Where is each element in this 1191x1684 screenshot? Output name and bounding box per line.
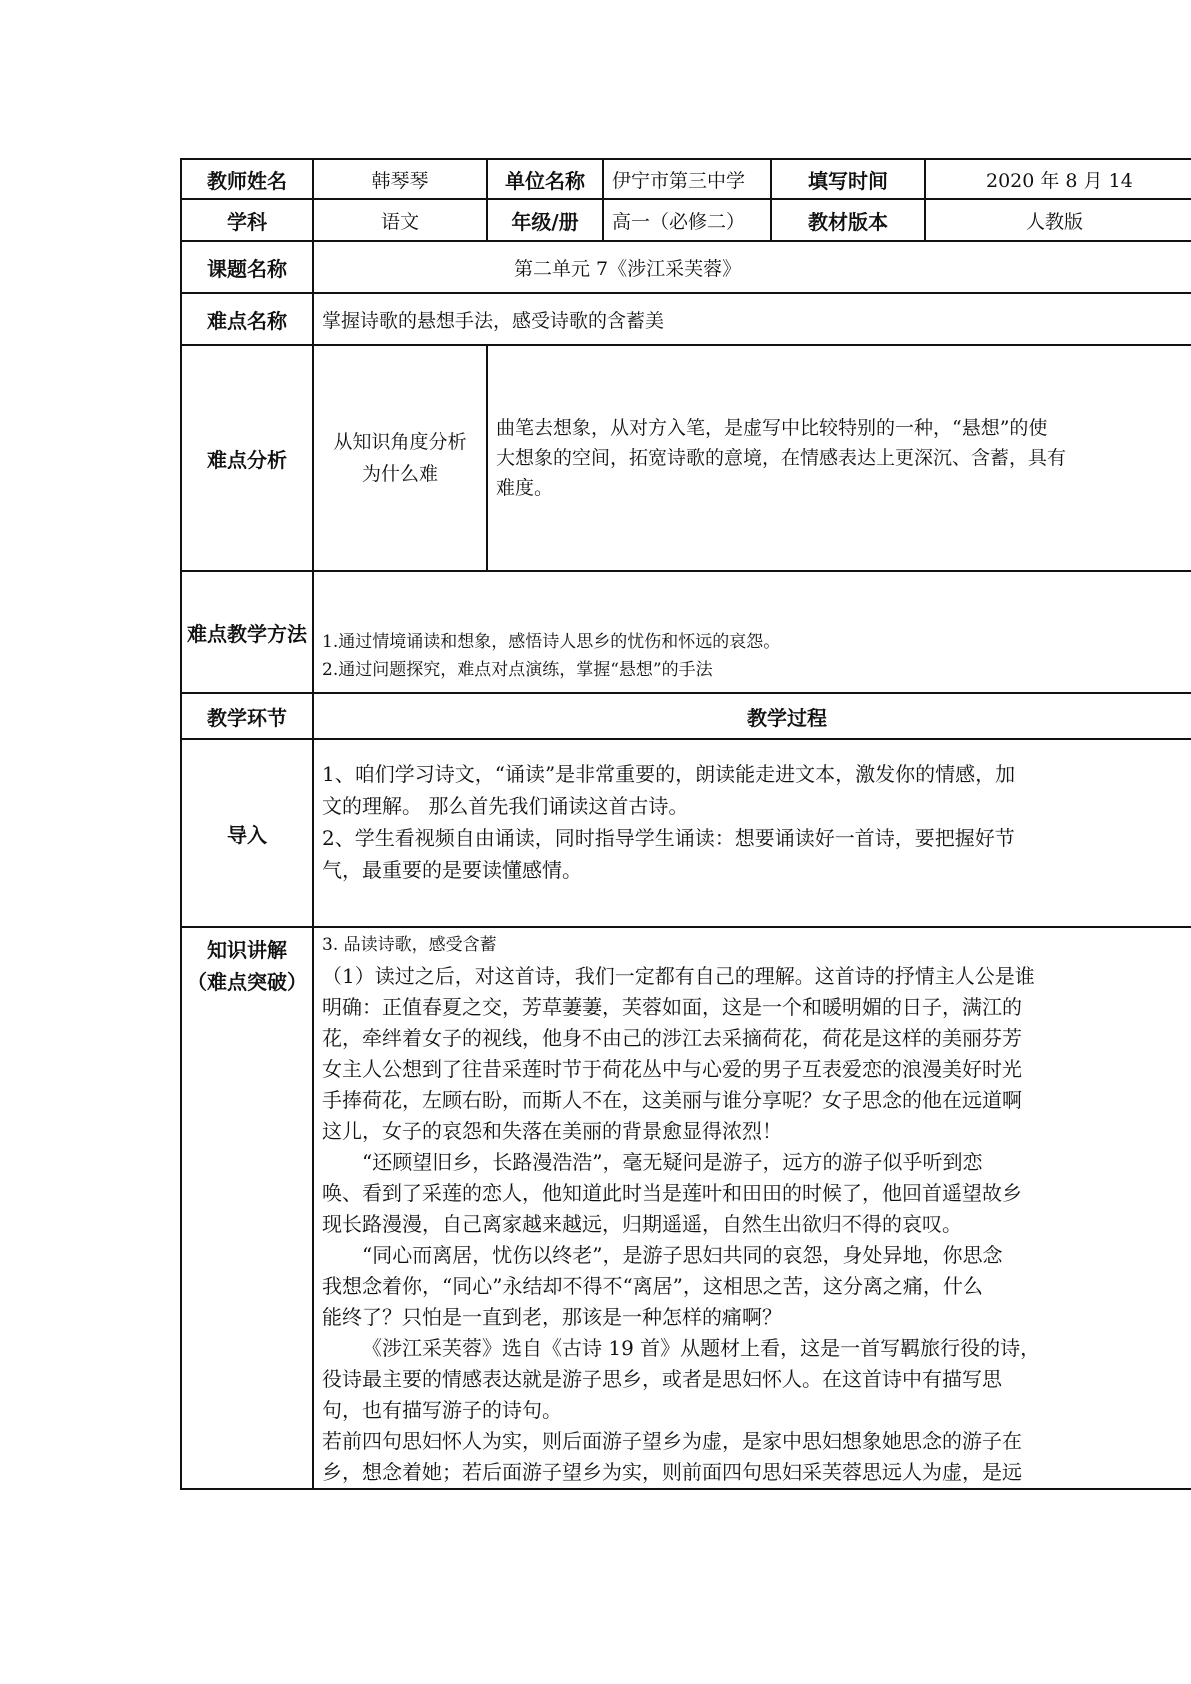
intro-line: 文的理解。 那么首先我们诵读这首古诗。 <box>322 794 689 818</box>
knowledge-line: 役诗最主要的情感表达就是游子思乡，或者是思妇怀人。在这首诗中有描写思 <box>322 1367 1002 1391</box>
analysis-label: 难点分析 <box>181 345 313 571</box>
intro-label: 导入 <box>181 739 313 927</box>
lesson-plan-table <box>180 158 1191 1490</box>
knowledge-line: 乡，想念着她；若后面游子望乡为实，则前面四句思妇采芙蓉思远人为虚，是远 <box>322 1460 1022 1484</box>
intro-line: 1、咱们学习诗文，“诵读”是非常重要的，朗读能走进文本，激发你的情感，加 <box>322 762 1016 786</box>
fill-time-value: 2020 年 8 月 14 <box>925 159 1191 199</box>
knowledge-line: “同心而离居，忧伤以终老”，是游子思妇共同的哀怨，身处异地，你思念 <box>362 1243 1003 1267</box>
knowledge-text <box>313 927 1191 1489</box>
process-header-row <box>181 693 1191 739</box>
method-label: 难点教学方法 <box>181 571 313 693</box>
knowledge-line: 若前四句思妇怀人为实，则后面游子望乡为虚，是家中思妇想象她思念的游子在 <box>322 1429 1022 1453</box>
unit-name-value: 伊宁市第三中学 <box>603 159 771 199</box>
process-title: 教学过程 <box>313 693 1191 739</box>
process-step-label: 教学环节 <box>181 693 313 739</box>
analysis-line: 难度。 <box>496 477 554 499</box>
edition-label: 教材版本 <box>771 199 925 241</box>
knowledge-line: 我想念着你，“同心”永结却不得不“离居”，这相思之苦，这分离之痛，什么 <box>322 1274 983 1298</box>
method-line: 2.通过问题探究，难点对点演练，掌握“悬想”的手法 <box>322 660 713 680</box>
knowledge-line: 手捧荷花，左顾右盼，而斯人不在，这美丽与谁分享呢？女子思念的他在远道啊 <box>322 1088 1022 1112</box>
analysis-line: 大想象的空间，拓宽诗歌的意境，在情感表达上更深沉、含蓄，具有 <box>496 447 1067 469</box>
intro-line: 气，最重要的是要读懂感情。 <box>322 858 582 882</box>
knowledge-line: 能终了？只怕是一直到老，那该是一种怎样的痛啊？ <box>322 1305 782 1329</box>
knowledge-line: 现长路漫漫，自己离家越来越远，归期遥遥，自然生出欲归不得的哀叹。 <box>322 1212 962 1236</box>
topic-value: 第二单元 7《涉江采芙蓉》 <box>313 241 1191 293</box>
unit-name-label: 单位名称 <box>487 159 603 199</box>
knowledge-row <box>181 927 1191 1489</box>
knowledge-line: 女主人公想到了往昔采莲时节于荷花丛中与心爱的男子互表爱恋的浪漫美好时光 <box>322 1057 1022 1081</box>
knowledge-label-line-1: 知识讲解 <box>207 938 287 962</box>
knowledge-line: 唤、看到了采莲的恋人，他知道此时当是莲叶和田田的时候了，他回首遥望故乡 <box>322 1181 1022 1205</box>
topic-label: 课题名称 <box>181 241 313 293</box>
intro-text <box>313 739 1191 927</box>
analysis-line: 曲笔去想象，从对方入笔，是虚写中比较特别的一种，“悬想”的使 <box>496 417 1048 439</box>
method-line: 1.通过情境诵读和想象，感悟诗人思乡的忧伤和怀远的哀怨。 <box>322 632 781 652</box>
subject-label: 学科 <box>181 199 313 241</box>
analysis-sub-label-line-1: 从知识角度分析 <box>333 431 467 453</box>
knowledge-line: 这儿，女子的哀怨和失落在美丽的背景愈显得浓烈！ <box>322 1119 782 1143</box>
method-row <box>181 571 1191 693</box>
knowledge-line: （1）读过之后，对这首诗，我们一定都有自己的理解。这首诗的抒情主人公是谁 <box>322 964 1035 988</box>
intro-line: 2、学生看视频自由诵读，同时指导学生诵读：想要诵读好一首诗，要把握好节 <box>322 826 1015 850</box>
method-text <box>313 571 1191 693</box>
topic-row <box>181 241 1191 293</box>
knowledge-line: 明确：正值春夏之交，芳草萋萋，芙蓉如面，这是一个和暖明媚的日子，满江的 <box>322 995 1022 1019</box>
knowledge-label-line-2: （难点突破） <box>187 970 307 994</box>
analysis-sub-label <box>313 345 487 571</box>
knowledge-label <box>181 927 313 1489</box>
fill-time-label: 填写时间 <box>771 159 925 199</box>
teacher-name-label: 教师姓名 <box>181 159 313 199</box>
grade-value: 高一（必修二） <box>603 199 771 241</box>
analysis-sub-label-line-2: 为什么难 <box>361 463 438 485</box>
grade-label: 年级/册 <box>487 199 603 241</box>
difficulty-label: 难点名称 <box>181 293 313 345</box>
difficulty-value: 掌握诗歌的悬想手法，感受诗歌的含蓄美 <box>313 293 1191 345</box>
knowledge-line: 3. 品读诗歌，感受含蓄 <box>322 935 497 955</box>
header-row-subject <box>181 199 1191 241</box>
knowledge-line: 花，牵绊着女子的视线，他身不由己的涉江去采摘荷花，荷花是这样的美丽芬芳 <box>322 1026 1022 1050</box>
subject-value: 语文 <box>313 199 487 241</box>
knowledge-line: 句，也有描写游子的诗句。 <box>322 1398 562 1422</box>
knowledge-line: 《涉江采芙蓉》选自《古诗 19 首》从题材上看，这是一首写羁旅行役的诗， <box>362 1336 1041 1360</box>
analysis-text <box>487 345 1191 571</box>
difficulty-row <box>181 293 1191 345</box>
header-row-teacher <box>181 159 1191 199</box>
intro-row <box>181 739 1191 927</box>
teacher-name-value: 韩琴琴 <box>313 159 487 199</box>
edition-value: 人教版 <box>925 199 1191 241</box>
knowledge-line: “还顾望旧乡，长路漫浩浩”，毫无疑问是游子，远方的游子似乎听到恋 <box>362 1150 983 1174</box>
analysis-row <box>181 345 1191 571</box>
